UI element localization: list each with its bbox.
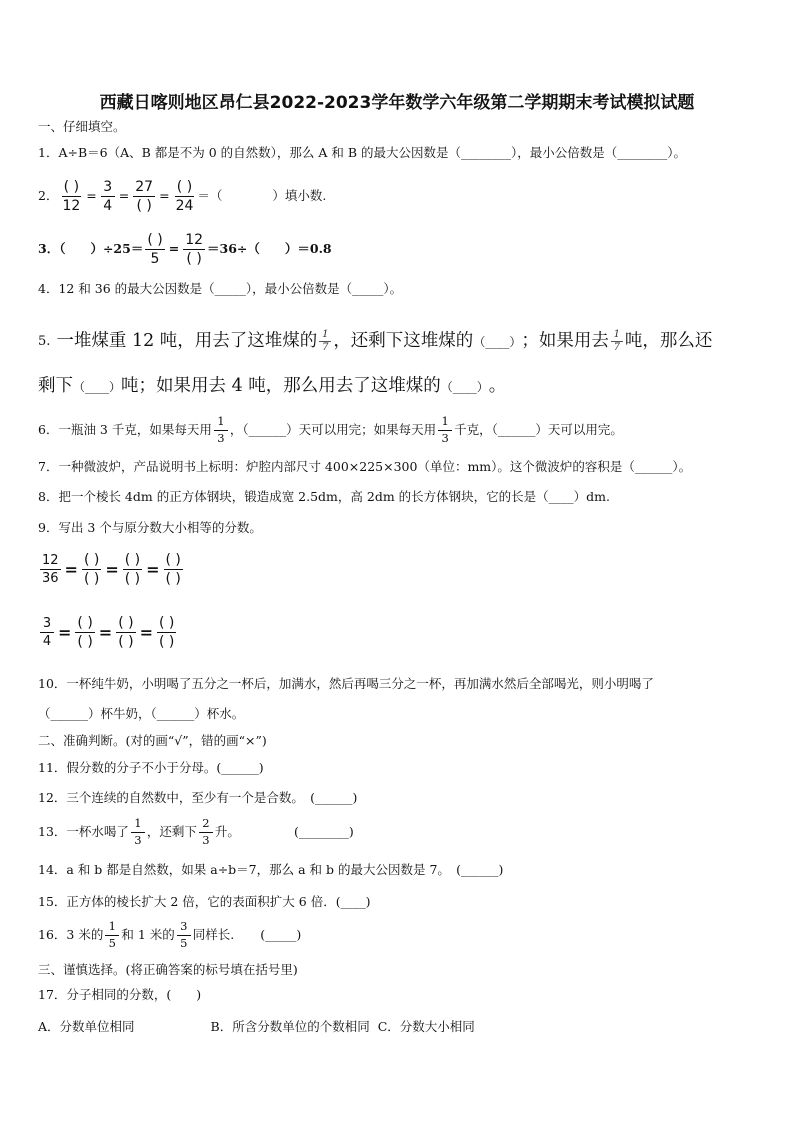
fraction: $\frac{27}{( )}$ (135, 179, 154, 214)
fraction: $\frac{1}{7}$ (319, 330, 331, 353)
question-10-line-2: （______）杯牛奶，（______）杯水。 (38, 706, 245, 721)
question-5-line-2: 剩下 （____） 吨；如果用去 4 吨，那么用去了这堆煤的 （____） 。 (38, 376, 507, 396)
page-title: 西藏日喀则地区昂仁县2022-2023学年数学六年级第二学期期末考试模拟试题 (99, 93, 695, 113)
section-3-heading: 三、谨慎选择。(将正确答案的标号填在括号里) (38, 962, 298, 977)
question-4: 4．12 和 36 的最大公因数是（_____），最小公倍数是（_____）。 (38, 281, 403, 296)
answer-fraction-blank[interactable]: $\frac{( )}{( )}$ (158, 615, 175, 650)
answer-blank[interactable]: （____） (440, 379, 489, 394)
question-10-line-1: 10．一杯纯牛奶，小明喝了五分之一杯后，加满水，然后再喝三分之一杯，再加满水然后全部喝光，则小明喝了 (38, 676, 654, 691)
fraction: $\frac{1}{7}$ (611, 330, 623, 353)
option-b[interactable]: B．所含分数单位的个数相同 (210, 1019, 370, 1034)
question-8: 8．把一个棱长 4dm 的正方体钢块，锻造成宽 2.5dm，高 2dm 的长方体钢块，它的长是（____）dm. (38, 489, 610, 504)
question-13: 13．一杯水喝了 $\frac{1}{3}$ ，还剩下 $\frac{2}{3}$ 升。 (________) (38, 816, 354, 847)
option-c[interactable]: C．分数大小相同 (377, 1019, 475, 1034)
question-9-row-2: $\frac{3}{4}$ = $\frac{( )}{( )}$ = $\frac{( )}{( )}$ = $\frac{( )}{( )}$ (38, 616, 178, 649)
question-5-line-1: 5. 一堆煤重 12 吨，用去了这堆煤的 $\frac{1}{7}$ ，还剩下这堆煤的 （____） ；如果用去 $\frac{1}{7}$ 吨，那么还 (38, 329, 713, 353)
answer-blank[interactable]: （____） (473, 334, 522, 349)
question-15: 15．正方体的棱长扩大 2 倍，它的表面积扩大 6 倍．(____) (38, 894, 371, 909)
fraction: $\frac{3}{4}$ (40, 617, 54, 648)
option-a[interactable]: A．分数单位相同 (38, 1019, 135, 1034)
question-1: 1．A÷B＝6（A、B 都是不为 0 的自然数），那么 A 和 B 的最大公因数是（________），最小公倍数是（________）。 (38, 145, 687, 160)
question-14: 14．a 和 b 都是自然数，如果 a÷b＝7，那么 a 和 b 的最大公因数是 7。 (______) (38, 862, 504, 877)
question-number: 2． (38, 188, 59, 204)
answer-blank[interactable]: （____） (73, 379, 122, 394)
question-12: 12．三个连续的自然数中，至少有一个是合数。 (______) (38, 790, 358, 805)
answer-fraction-blank[interactable]: $\frac{( )}{( )}$ (83, 552, 100, 587)
answer-fraction-blank[interactable]: $\frac{( )}{( )}$ (165, 552, 181, 587)
answer-fraction-blank[interactable]: $\frac{( )}{( )}$ (77, 615, 93, 650)
question-7: 7．一种微波炉，产品说明书上标明：炉腔内部尺寸 400×225×300（单位：mm）。这个微波炉的容积是（______）。 (38, 459, 692, 474)
fraction: $\frac{1}{3}$ (214, 416, 228, 444)
question-9: 9．写出 3 个与原分数大小相等的分数。 (38, 520, 262, 535)
fraction: $\frac{( )}{12}$ (62, 179, 81, 214)
question-3: 3．（ ）÷25＝ $\frac{( )}{5}$ = $\frac{12}{( )}$ ＝36÷（ ）＝0.8 (38, 232, 332, 267)
answer-blank[interactable]: (_____) (260, 926, 302, 942)
question-16: 16．3 米的 $\frac{1}{5}$ 和 1 米的 $\frac{3}{5}$ 同样长. (_____) (38, 919, 302, 950)
section-2-heading: 二、准确判断。(对的画“√”，错的画“×”) (38, 733, 267, 748)
question-11: 11．假分数的分子不小于分母。(______) (38, 760, 264, 775)
fraction: $\frac{1}{5}$ (105, 921, 119, 949)
fraction: $\frac{3}{4}$ (101, 180, 115, 213)
question-2: 2． $\frac{( )}{12}$ = $\frac{3}{4}$ = $\frac{27}{( )}$ = $\frac{( )}{24}$ ＝（ ）填小数. (38, 179, 327, 214)
fraction: $\frac{12}{36}$ (42, 553, 59, 586)
fraction: $\frac{( )}{24}$ (175, 179, 194, 214)
section-1-heading: 一、仔细填空。 (38, 119, 126, 134)
question-17-options (38, 1021, 475, 1034)
answer-fraction-blank[interactable]: $\frac{( )}{( )}$ (124, 552, 141, 587)
answer-blank[interactable]: (________) (293, 823, 354, 839)
question-6: 6．一瓶油 3 千克，如果每天用 $\frac{1}{3}$ ，（______）天可以用完；如果每天用 $\frac{1}{3}$ 千克，（______）天可以用完。 (38, 414, 623, 445)
fraction: $\frac{1}{3}$ (438, 416, 452, 444)
fraction: $\frac{1}{3}$ (131, 818, 145, 846)
fraction: $\frac{( )}{5}$ (147, 232, 163, 267)
fraction: $\frac{2}{3}$ (199, 818, 213, 846)
question-17: 17．分子相同的分数，( ) (38, 987, 202, 1002)
fraction: $\frac{12}{( )}$ (185, 232, 204, 267)
answer-fraction-blank[interactable]: $\frac{( )}{( )}$ (118, 615, 134, 650)
fraction: $\frac{3}{5}$ (177, 921, 191, 949)
question-9-row-1: $\frac{12}{36}$ = $\frac{( )}{( )}$ = $\frac{( )}{( )}$ = $\frac{( )}{( )}$ (42, 552, 181, 587)
